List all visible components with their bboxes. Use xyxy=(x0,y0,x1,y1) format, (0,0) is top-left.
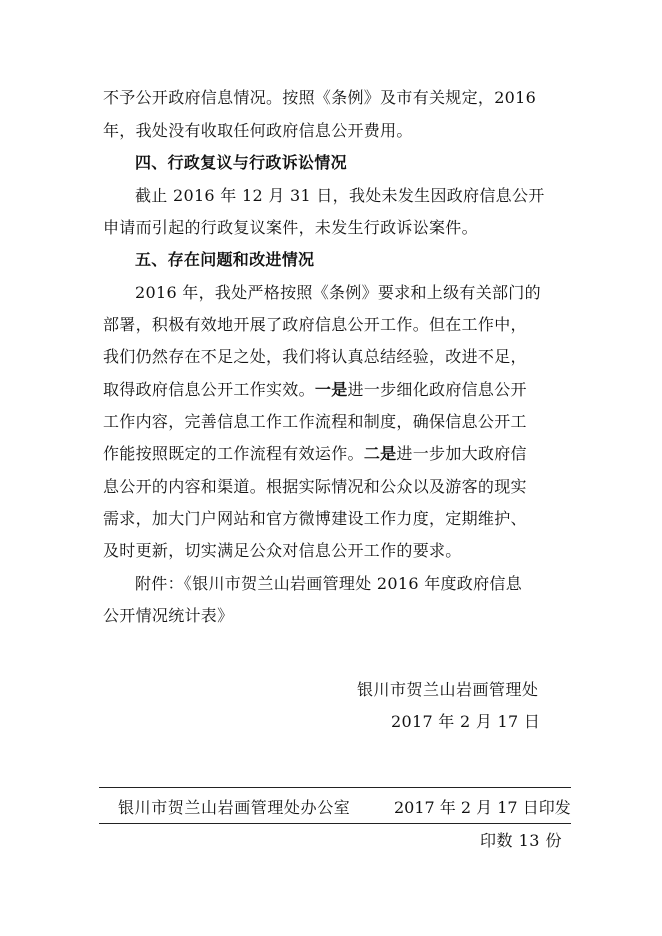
text-run: 作能按照既定的工作流程有效运作。 xyxy=(103,444,364,463)
paragraph-line: 2016 年，我处严格按照《条例》要求和上级有关部门的 xyxy=(135,283,541,302)
footer-copies: 印数 13 份 xyxy=(480,831,563,850)
paragraph-line: 工作内容，完善信息工作工作流程和制度，确保信息公开工 xyxy=(103,412,527,431)
emphasis-first: 一是 xyxy=(314,380,348,399)
emphasis-second: 二是 xyxy=(363,444,397,463)
attachment-line: 附件：《银川市贺兰山岩画管理处 2016 年度政府信息 xyxy=(135,574,522,593)
signature-date: 2017 年 2 月 17 日 xyxy=(391,712,541,731)
paragraph-line: 不予公开政府信息情况。按照《条例》及市有关规定，2016 xyxy=(103,88,537,107)
footer-print-date: 2017 年 2 月 17 日印发 xyxy=(394,798,571,817)
paragraph-line: 及时更新，切实满足公众对信息公开工作的要求。 xyxy=(103,541,462,560)
attachment-line: 公开情况统计表》 xyxy=(103,606,234,625)
paragraph-line: 息公开的内容和渠道。根据实际情况和公众以及游客的现实 xyxy=(103,477,527,496)
text-run: 取得政府信息公开工作实效。 xyxy=(103,380,315,399)
signature-organization: 银川市贺兰山岩画管理处 xyxy=(357,680,539,699)
paragraph-line xyxy=(103,444,563,464)
section-heading-5: 五、存在问题和改进情况 xyxy=(135,250,315,269)
paragraph-line: 部署，积极有效地开展了政府信息公开工作。但在工作中， xyxy=(103,315,527,334)
text-run: 进一步加大政府信 xyxy=(396,444,527,463)
paragraph-line xyxy=(103,380,563,400)
paragraph-line: 我们仍然存在不足之处，我们将认真总结经验，改进不足， xyxy=(103,347,527,366)
footer-issuing-office: 银川市贺兰山岩画管理处办公室 xyxy=(118,798,351,817)
section-heading-4: 四、行政复议与行政诉讼情况 xyxy=(135,153,347,172)
footer-top-rule xyxy=(99,787,571,788)
paragraph-line: 年，我处没有收取任何政府信息公开费用。 xyxy=(103,121,413,140)
paragraph-line: 需求，加大门户网站和官方微博建设工作力度，定期维护、 xyxy=(103,509,527,528)
paragraph-line: 截止 2016 年 12 月 31 日，我处未发生因政府信息公开 xyxy=(135,186,545,205)
text-run: 进一步细化政府信息公开 xyxy=(347,380,527,399)
footer-bottom-rule xyxy=(99,823,571,824)
paragraph-line: 申请而引起的行政复议案件，未发生行政诉讼案件。 xyxy=(103,218,478,237)
